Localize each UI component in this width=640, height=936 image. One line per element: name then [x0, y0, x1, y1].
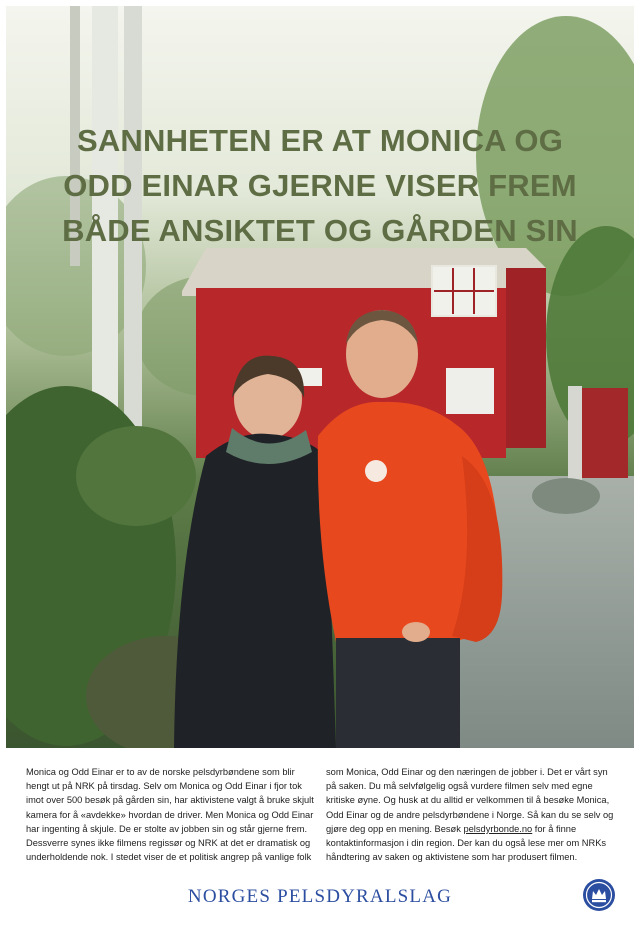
- crown-seal-icon: [582, 878, 616, 912]
- brand-name: NORGES PELSDYRALSLAG: [187, 886, 453, 907]
- body-text-right-part-1: som Monica, Odd Einar og den næringen de jobber i. Det er vårt syn på saken. Du må selvfølgelig også vurdere filmen selv med egne kritiske øyne. Og husk at du alltid er velkommen til å besøke Monica, Odd Einar og de andre pelsdyrbøndene i Norge. Så kan du se selv og gjøre deg opp en mening. Besøk: [326, 767, 614, 834]
- headline-line-1: SANNHETEN ER AT MONICA OG: [76, 123, 564, 158]
- body-text-right-part-2: for å finne kontaktinformasjon i din region. Der kan du også lese mer om NRKs håndtering av saken og aktivistene som har produsert filmen.: [326, 823, 607, 863]
- headline-line-3: BÅDE ANSIKTET OG GÅRDEN SIN: [62, 213, 578, 248]
- body-text-right-column: [326, 765, 614, 864]
- advertisement: [6, 6, 634, 930]
- farm-couple-photo: [6, 6, 634, 748]
- headline: [6, 118, 634, 253]
- body-text-left-column: Monica og Odd Einar er to av de norske pelsdyrbøndene som blir hengt ut på NRK på tirsdag. Selv om Monica og Odd Einar i fjor tok imot over 500 besøk på gården sin, har aktivistene valgt å bruke skjult kamera for å «avdekke» hvordan de driver. Men Monica og Odd Einar har ingenting å skjule. De er stolte av jobben sin og står gjerne frem. Dessverre synes ikke filmens regissør og NRK at det er dramatisk og underholdende nok. I stedet viser de et politisk angrep på vanlige folk: [26, 767, 314, 863]
- pelsdyrbonde-link[interactable]: pelsdyrbonde.no: [463, 823, 533, 834]
- headline-line-2: ODD EINAR GJERNE VISER FREM: [63, 168, 577, 203]
